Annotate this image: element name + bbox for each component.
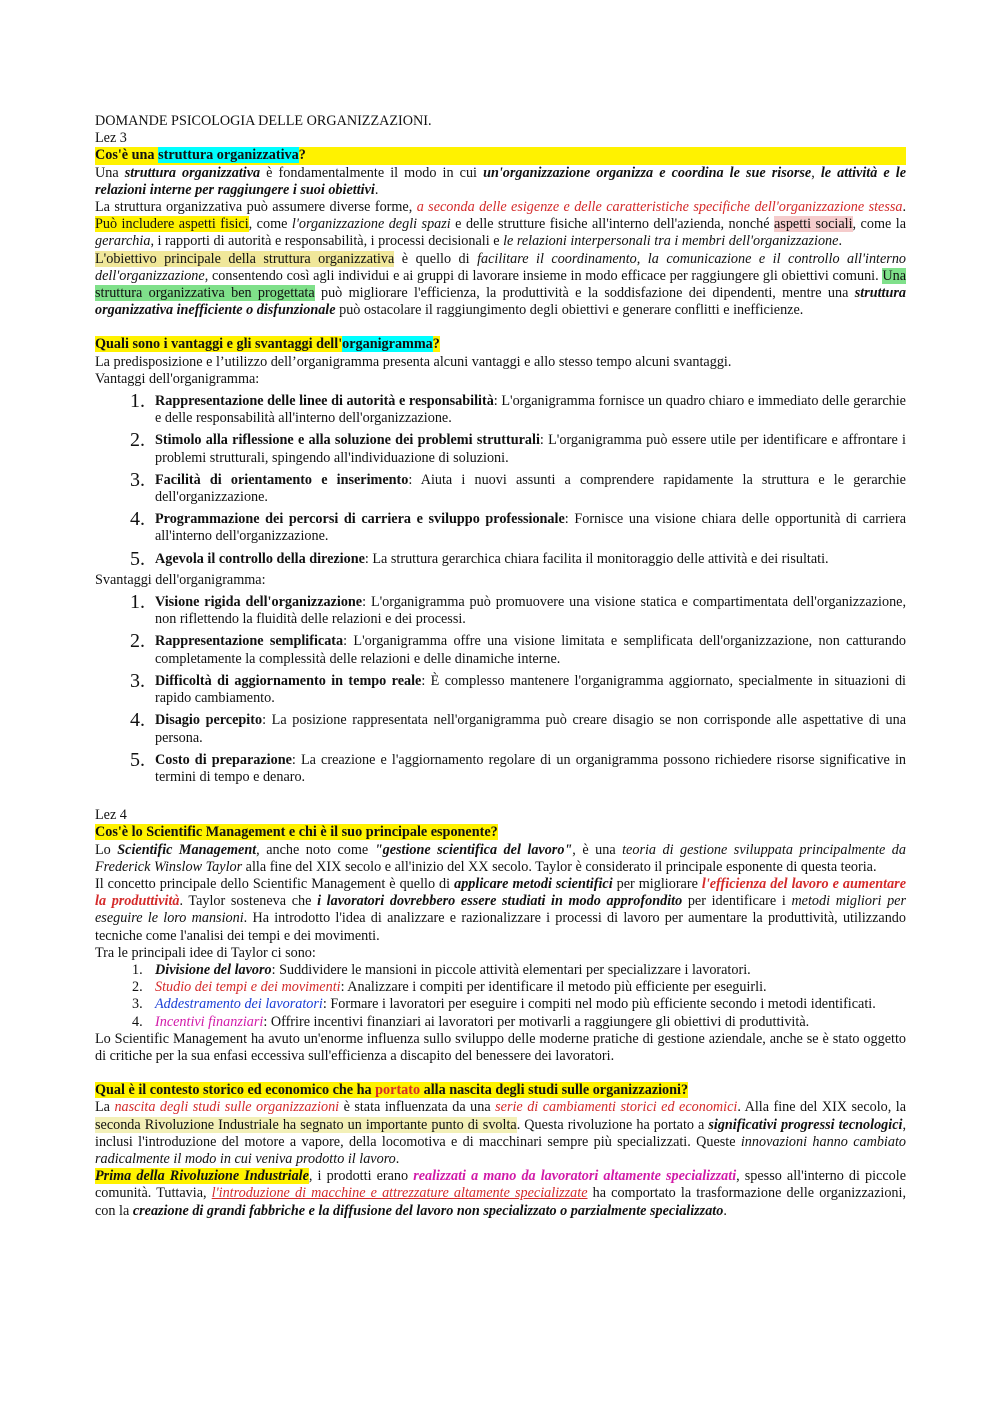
lesson-4-label: Lez 4 xyxy=(95,807,127,824)
list-item: 1. Divisione del lavoro: Suddividere le mansioni in piccole attività elementari per specializzare i lavoratori. xyxy=(132,961,751,978)
paragraph-structure-definition: Una struttura organizzativa è fondamentalmente il modo in cui un'organizzazione organizza e coordina le sue risorse, le attività e le relazioni interne per raggiungere i suoi obiettivi. xyxy=(95,164,907,198)
vantaggi-list xyxy=(95,390,907,570)
list-item: 4. Programmazione dei percorsi di carriera e sviluppo professionale: Fornisce una visione chiara delle opportunità di carriera all'interno dell'organizzazione. xyxy=(130,508,906,545)
vantaggi-label: Vantaggi dell'organigramma: xyxy=(95,370,260,387)
svantaggi-label: Svantaggi dell'organigramma: xyxy=(95,571,266,588)
paragraph-scientific-influence: Lo Scientific Management ha avuto un'enorme influenza sullo sviluppo delle moderne pratiche di gestione aziendale, anche se è stato oggetto di critiche per la sua enfasi eccessiva sull'efficienza a discapito del benessere dei lavoratori. xyxy=(95,1030,906,1064)
paragraph-structure-objective: L'obiettivo principale della struttura organizzativa è quello di facilitare il coordinamento, la comunicazione e il controllo all'interno dell'organizzazione, consentendo così agli individui e ai gruppi di lavorare insieme in modo efficace per raggiungere gli obiettivi comuni. Una struttura organizzativa ben progettata può migliorare l'efficienza, la produttività e la soddisfazione dei dipendenti, mentre una struttura organizzativa inefficiente o disfunzionale può ostacolare il raggiungimento degli obiettivi e generare conflitti e inefficienze. xyxy=(95,250,907,319)
list-item: 2. Rappresentazione semplificata: L'organigramma offre una visione limitata e semplificata dell'organizzazione, non catturando completamente la complessità delle relazioni e delle dinamiche interne. xyxy=(130,630,907,667)
question-structure: Cos'è una struttura organizzativa? xyxy=(95,147,906,164)
list-item: 1. Visione rigida dell'organizzazione: L'organigramma può promuovere una visione statica e compartimentata dell'organizzazione, non riflettendo la fluidità delle relazioni e dei processi. xyxy=(130,591,907,628)
list-item: 2. Stimolo alla riflessione e alla soluzione dei problemi strutturali: L'organigramma può essere utile per identificare e affrontare i problemi strutturali, spingendo all'individuazione di soluzioni. xyxy=(130,429,907,466)
paragraph-scientific-management: Lo Scientific Management, anche noto come "gestione scientifica del lavoro", è una teoria di gestione sviluppata principalmente da Frederick Winslow Taylor alla fine del XIX secolo e all'inizio del XX secolo. Taylor è considerato il principale esponente di questa teoria. xyxy=(95,841,906,875)
question-historical-context: Qual è il contesto storico ed economico che ha portato alla nascita degli studi sulle organizzazioni? xyxy=(95,1082,689,1099)
list-item: 5. Agevola il controllo della direzione: La struttura gerarchica chiara facilita il monitoraggio delle attività e dei risultati. xyxy=(130,547,829,570)
paragraph-pre-industrial: Prima della Rivoluzione Industriale, i prodotti erano realizzati a mano da lavoratori altamente specializzati, spesso all'interno di piccole comunità. Tuttavia, l'introduzione di macchine e attrezzature altamente specializzate ha comportato la trasformazione delle organizzazioni, con la creazione di grandi fabbriche e la diffusione del lavoro non specializzato o parzialmente specializzato. xyxy=(95,1168,906,1219)
paragraph-scientific-concept: Il concetto principale dello Scientific Management è quello di applicare metodi scientifici per migliorare l'efficienza del lavoro e aumentare la produttività. Taylor sosteneva che i lavoratori dovrebbero essere studiati in modo approfondito per identificare i metodi migliori per eseguire le loro mansioni. Ha introdotto l'idea di analizzare e razionalizzare i processi di lavoro per aumentare la produttività, utilizzando tecniche come l'analisi dei tempi e dei movimenti. xyxy=(95,875,906,944)
taylor-ideas-label: Tra le principali idee di Taylor ci sono: xyxy=(95,944,316,961)
question-scientific-management: Cos'è lo Scientific Management e chi è il suo principale esponente? xyxy=(95,824,498,841)
list-item: 3. Difficoltà di aggiornamento in tempo reale: È complesso mantenere l'organigramma aggiornato, specialmente in situazioni di rapido cambiamento. xyxy=(130,669,907,707)
paragraph-organigramma-intro: La predisposizione e l’utilizzo dell’organigramma presenta alcuni vantaggi e allo stesso tempo alcuni svantaggi. xyxy=(95,353,732,370)
list-item: 5. Costo di preparazione: La creazione e l'aggiornamento regolare di un organigramma possono richiedere risorse significative in termini di tempo e denaro. xyxy=(130,748,906,785)
list-item: 4. Incentivi finanziari: Offrire incentivi finanziari ai lavoratori per motivarli a raggiungere gli obiettivi di produttività. xyxy=(132,1013,810,1030)
list-item: 2. Studio dei tempi e dei movimenti: Analizzare i compiti per identificare il metodo più efficiente per eseguirli. xyxy=(132,979,767,996)
list-item: 3. Facilità di orientamento e inserimento: Aiuta i nuovi assunti a comprendere rapidamente la struttura e le gerarchie dell'organizzazione. xyxy=(130,468,906,506)
taylor-ideas-list xyxy=(95,962,906,1031)
paragraph-structure-forms: La struttura organizzativa può assumere diverse forme, a seconda delle esigenze e delle caratteristiche specifiche dell'organizzazione stessa. Può includere aspetti fisici, come l'organizzazione degli spazi e delle strutture fisiche all'interno dell'azienda, nonché aspetti sociali, come la gerarchia, i rapporti di autorità e responsabilità, i processi decisionali e le relazioni interpersonali tra i membri dell'organizzazione. xyxy=(95,199,907,250)
list-item: 3. Addestramento dei lavoratori: Formare i lavoratori per eseguire i compiti nel modo più efficiente secondo i metodi identificati. xyxy=(132,996,876,1013)
paragraph-historical-context: La nascita degli studi sulle organizzazioni è stata influenzata da una serie di cambiamenti storici ed economici. Alla fine del XIX secolo, la seconda Rivoluzione Industriale ha segnato un importante punto di svolta. Questa rivoluzione ha portato a significativi progressi tecnologici, inclusi l'introduzione del motore a vapore, della locomotiva e di macchinari sempre più specializzati. Queste innovazioni hanno cambiato radicalmente il modo in cui veniva prodotto il lavoro. xyxy=(95,1099,907,1167)
list-item: 1. Rappresentazione delle linee di autorità e responsabilità: L'organigramma fornisce un quadro chiaro e immediato delle gerarchie e delle responsabilità all'interno dell'organizzazione. xyxy=(130,390,906,427)
lesson-3-label: Lez 3 xyxy=(95,130,127,147)
list-item: 4. Disagio percepito: La posizione rappresentata nell'organigramma può creare disagio se non corrisponde alle aspettative di una persona. xyxy=(130,709,907,746)
question-organigramma: Quali sono i vantaggi e gli svantaggi dell'organigramma? xyxy=(95,336,440,353)
document-page xyxy=(95,113,906,1220)
svantaggi-list xyxy=(95,591,907,786)
document-title: DOMANDE PSICOLOGIA DELLE ORGANIZZAZIONI. xyxy=(95,113,432,129)
